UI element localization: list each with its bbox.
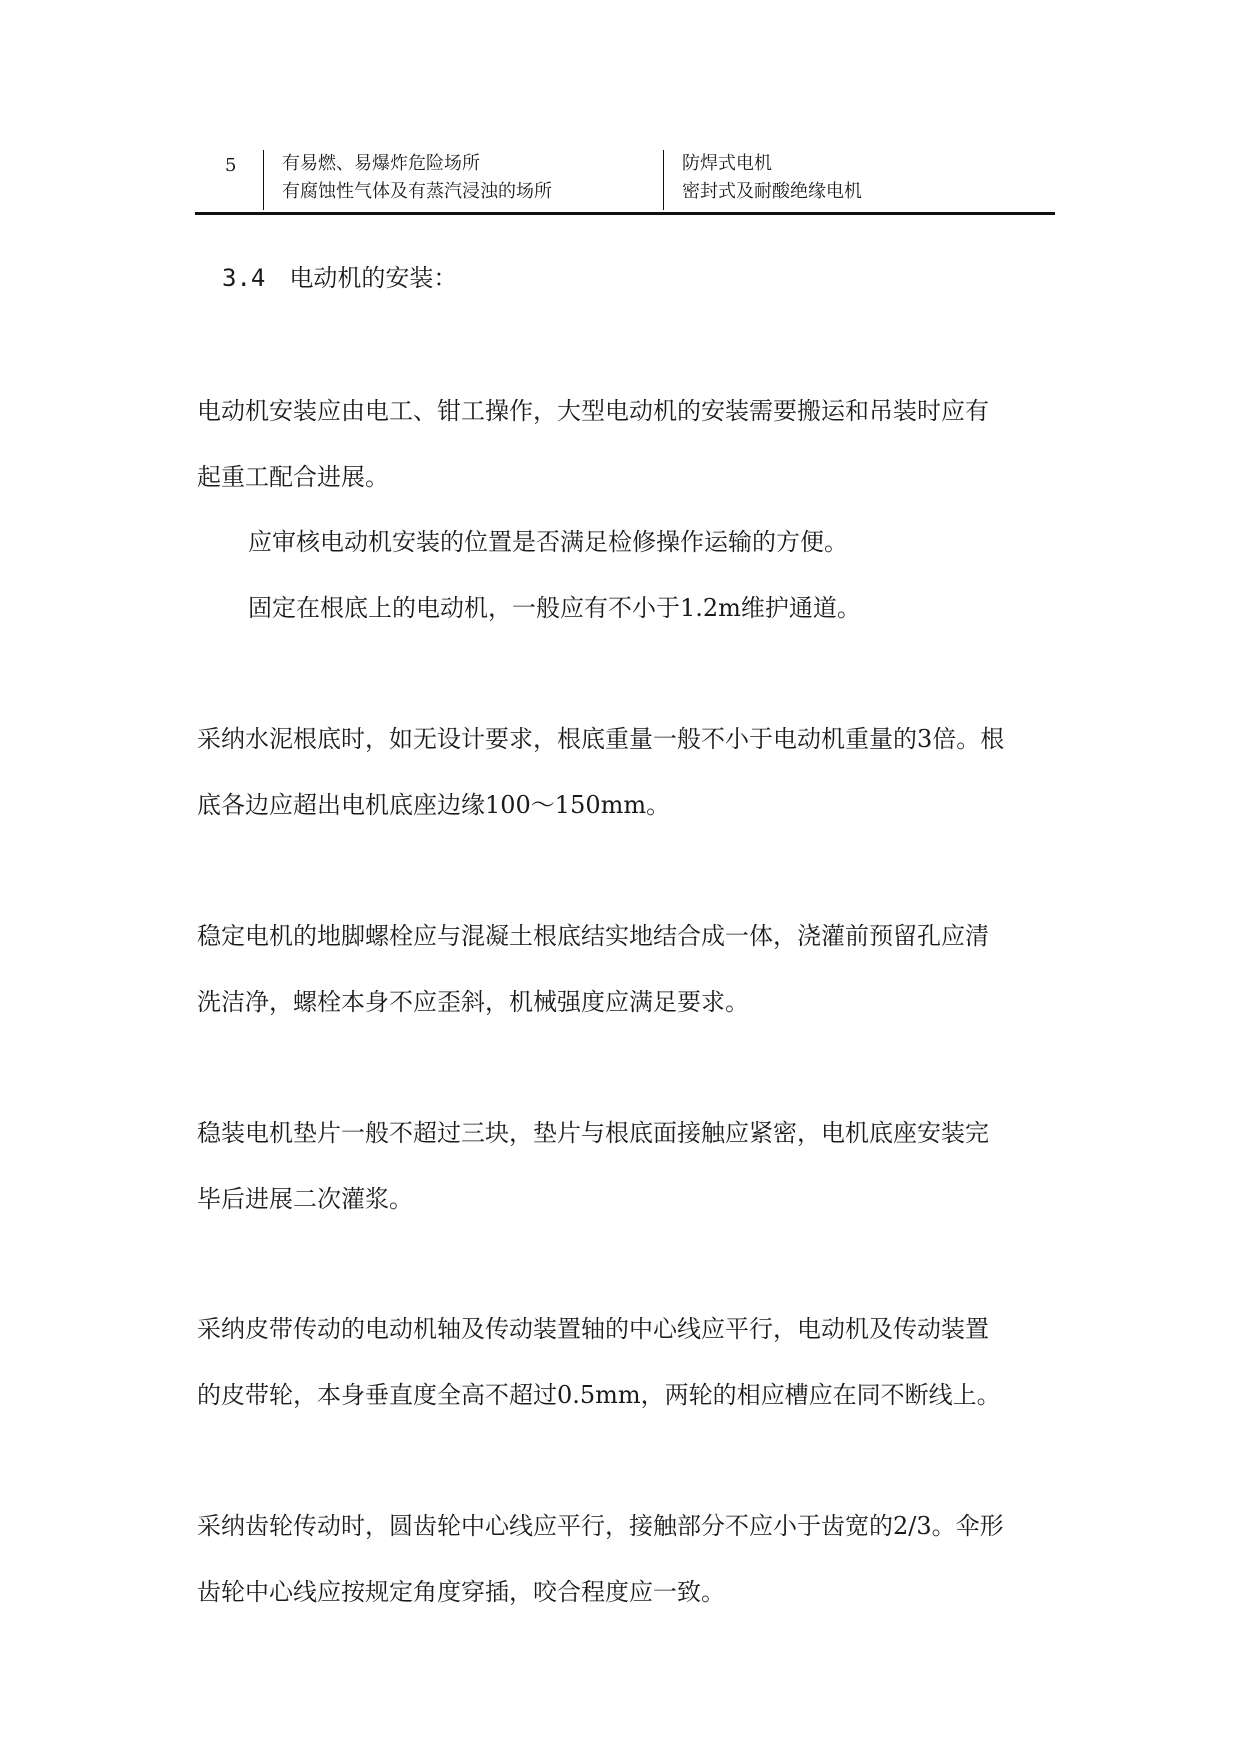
paragraph: [197, 1313, 1047, 1445]
motor-type-cell: [663, 150, 1062, 210]
paragraph-line: 应审核电动机安装的位置是否满足检修操作运输的方便。: [248, 528, 848, 556]
paragraph-line: 齿轮中心线应按规定角度穿插，咬合程度应一致。: [197, 1578, 725, 1606]
paragraph: [197, 1117, 1047, 1249]
place-cell: [263, 150, 674, 210]
paragraph: [197, 395, 1047, 527]
paragraph-line: 起重工配合进展。: [197, 463, 389, 491]
row-number: 5: [225, 155, 237, 176]
paragraph-line: 毕后进展二次灌浆。: [197, 1185, 413, 1213]
paragraph-line: 洗洁净，螺栓本身不应歪斜，机械强度应满足要求。: [197, 988, 749, 1016]
paragraph: [197, 920, 1047, 1052]
paragraph-line: 稳装电机垫片一般不超过三块，垫片与根底面接触应紧密，电机底座安装完: [197, 1119, 989, 1147]
motor-type-line: 密封式及耐酸绝缘电机: [682, 181, 862, 202]
paragraph: [248, 592, 1098, 658]
section-number: 3.4: [222, 264, 266, 292]
paragraph-line: 固定在根底上的电动机，一般应有不小于1.2m维护通道。: [248, 594, 861, 622]
paragraph-line: 电动机安装应由电工、钳工操作，大型电动机的安装需要搬运和吊装时应有: [197, 397, 989, 425]
section-title: 电动机的安装：: [289, 264, 458, 292]
paragraph-line: 采纳水泥根底时，如无设计要求，根底重量一般不小于电动机重量的3倍。根: [197, 725, 1005, 753]
paragraph-line: 采纳齿轮传动时，圆齿轮中心线应平行，接触部分不应小于齿宽的2/3。伞形: [197, 1512, 1004, 1540]
place-line: 有腐蚀性气体及有蒸汽浸浊的场所: [282, 181, 552, 202]
paragraph: [248, 526, 1098, 592]
place-line: 有易燃、易爆炸危险场所: [282, 153, 480, 174]
motor-type-line: 防焊式电机: [682, 153, 772, 174]
paragraph: [197, 1510, 1047, 1642]
paragraph: [197, 723, 1047, 855]
paragraph-line: 底各边应超出电机底座边缘100～150mm。: [197, 791, 671, 819]
paragraph-line: 采纳皮带传动的电动机轴及传动装置轴的中心线应平行，电动机及传动装置: [197, 1315, 989, 1343]
motor-selection-table-row: [195, 150, 1055, 215]
paragraph-line: 稳定电机的地脚螺栓应与混凝土根底结实地结合成一体，浇灌前预留孔应清: [197, 922, 989, 950]
section-heading: [222, 262, 457, 294]
paragraph-line: 的皮带轮，本身垂直度全高不超过0.5mm，两轮的相应槽应在同不断线上。: [197, 1381, 1001, 1409]
